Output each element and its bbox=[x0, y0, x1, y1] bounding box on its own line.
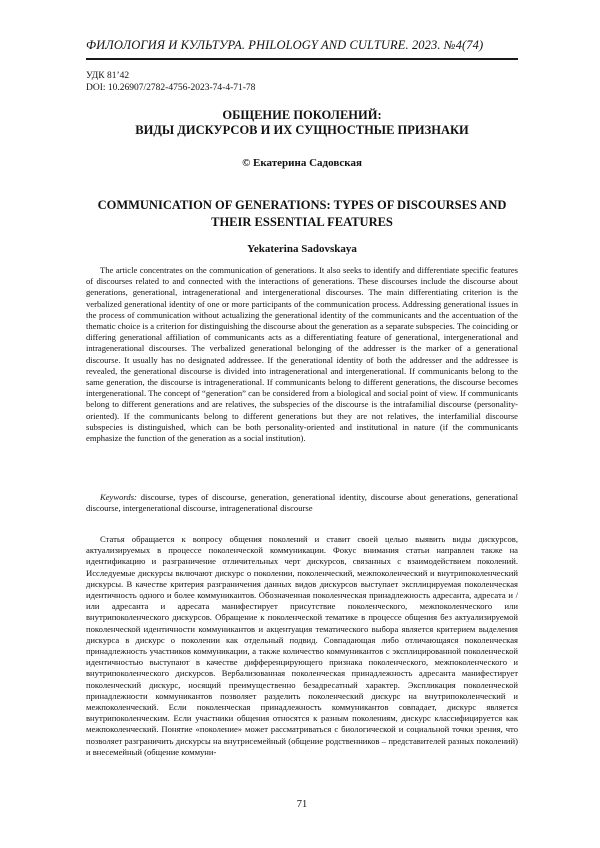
header-rule bbox=[86, 58, 518, 60]
abstract-russian: Статья обращается к вопросу общения поколений и ставит своей целью выявить виды дискурсов, актуализируемых в процессе поколенческой коммуникации. Фокус внимания статьи направлен также на идентификацию и разграничение отличительных черт дискурсов, связанных с взаимодействием поколений. Исследуемые дискурсы включают дискурс о поколении, поколенческий, межпоколенческий и внутрипоколенческий дискурсы. В качестве критерия разграничения данных видов дискурсов выступает эксплицируемая поколенческая идентичность одного и более коммуникантов. Обозначенная поколенческая принадлежность адресанта, адресата и / или адресанта и адресата манифестирует присутствие поколенческого, межпоколенческого или внутрипоколенческого дискурсов. Обращение к поколенческой тематике в процессе общения без актуализируемой поколенческой идентичности коммуникантов и акцентуация тематического выбора является критерием выделения дискурса в дискурс о поколении как отдельный подвид. Совпадающая либо отличающаяся поколенческая принадлежность участников коммуникации, а также количество коммуникантов с эксплицированной поколенческой идентичностью выступают в качестве дифференцирующего признака поколенческого, межпоколенческого и внутрипоколенческого дискурсов. Вербализованная поколенческая принадлежность адресанта манифестирует поколенческий дискурс, носящий преимущественно безадресатный характер. Экспликация поколенческой принадлежности коммуникантов позволяет разделить поколенческий дискурс на внутрипоколенческий и межпоколенческий. Если поколенческая принадлежность коммуникантов совпадает, дискурс является внутрипоколенческим. Если участники общения относятся к разным поколениям, дискурс классифицируется как межпоколенческий. Понятие «поколение» может рассматриваться с биологической и социальной точки зрения, что позволяет разграничить дискурсы на внутрисемейный (общение родственников – представителей разных поколений) и внесемейный (общение коммуни- bbox=[86, 534, 518, 757]
title-russian-line-1: ОБЩЕНИЕ ПОКОЛЕНИЙ: bbox=[222, 108, 382, 122]
title-russian-line-2: ВИДЫ ДИСКУРСОВ И ИХ СУЩНОСТНЫЕ ПРИЗНАКИ bbox=[135, 123, 469, 137]
author-russian: © Екатерина Садовская bbox=[242, 157, 362, 169]
title-russian bbox=[86, 108, 518, 138]
keywords-label: Keywords: bbox=[100, 492, 137, 502]
title-english-line-2: THEIR ESSENTIAL FEATURES bbox=[211, 215, 393, 229]
abstract-english: The article concentrates on the communication of generations. It also seeks to identify and differentiate specific features of discourses related to and connected with the interactions of generations. These discourses include the discourse about generations, generational, intragenerational and intergenerational discourses. The main differentiating criterion is the verbalized generational identity of one or more participants of the communication process. Addressing generational issues in the process of communication without actualizing the generational identity of the communicants and the accentuation of the thematic choice is a criterion for distinguishing the discourse about the generation as a separate subspecies. The coinciding or differing generational affiliation of communicants acts as a differentiating feature of generational, intergenerational and intragenerational discourses. The verbalized generational belonging of the addresser is the marker of a generational discourse. It usually has no designated addressee. If the generational identity of both the addresser and the addressee is revealed, the generational discourse is divided into intragenerational and intergenerational. If communicants belong to the same generation, the discourse is intragenerational. If communicants belong to different generations, the discourse becomes intergenerational. The concept of “generation” can be considered from a biological and social point of view. If communicants belong to different generations and are relatives, the subspecies of the discourse is the intrafamilial discourse (personality-oriented). If the communicants belong to different generations but they are not relatives, the interfamilial discourse subspecies is distinguished, which can be both personality-oriented and institutional in nature (if the communicants emphasize the function of the generation as a social institution). bbox=[86, 265, 518, 444]
keywords bbox=[86, 492, 518, 514]
keywords-text: discourse, types of discourse, generation, generational identity, discourse about generations, generational discourse, intergenerational discourse, intragenerational discourse bbox=[86, 492, 518, 514]
article-meta bbox=[86, 70, 255, 94]
page-number: 71 bbox=[296, 799, 308, 810]
doi: DOI: 10.26907/2782-4756-2023-74-4-71-78 bbox=[86, 83, 256, 93]
title-english-line-1: COMMUNICATION OF GENERATIONS: TYPES OF DISCOURSES AND bbox=[97, 198, 507, 212]
udc-code: УДК 81’42 bbox=[86, 71, 130, 81]
journal-running-header: ФИЛОЛОГИЯ И КУЛЬТУРА. PHILOLOGY AND CULTURE. 2023. №4(74) bbox=[86, 38, 484, 52]
title-english bbox=[86, 197, 518, 231]
author-english: Yekaterina Sadovskaya bbox=[247, 243, 357, 255]
